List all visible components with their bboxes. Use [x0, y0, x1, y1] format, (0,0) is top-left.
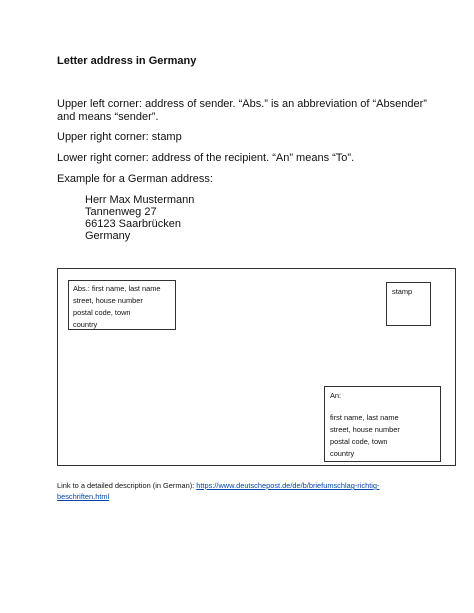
example-address-line: 66123 Saarbrücken	[85, 218, 182, 230]
example-intro: Example for a German address:	[57, 173, 213, 185]
recipient-address-box	[324, 386, 441, 462]
link-description	[57, 480, 427, 502]
example-address	[85, 194, 194, 242]
recipient-line: street, house number	[330, 425, 400, 434]
page-title: Letter address in Germany	[57, 55, 197, 67]
deutschepost-link[interactable]: https://www.deutschepost.de/de/b/briefumschlag-richtig-beschriften.html	[57, 481, 380, 501]
example-address-line: Herr Max Mustermann	[85, 194, 195, 206]
sender-line: country	[73, 320, 98, 329]
sender-line: Abs.: first name, last name	[73, 284, 161, 293]
example-address-line: Germany	[85, 230, 131, 242]
sender-address-box	[68, 280, 176, 330]
sender-line: street, house number	[73, 296, 143, 305]
recipient-line: first name, last name	[330, 413, 399, 422]
recipient-prefix: An:	[330, 391, 342, 400]
stamp-box	[386, 282, 431, 326]
upper-left-explanation: Upper left corner: address of sender. “Abs.” is an abbreviation of “Absender” and means “sender”.	[57, 98, 427, 123]
recipient-line: postal code, town	[330, 437, 388, 446]
link-prefix: Link to a detailed description (in German):	[57, 481, 197, 490]
recipient-line: country	[330, 449, 355, 458]
lower-right-explanation: Lower right corner: address of the recipient. “An” means “To”.	[57, 152, 355, 164]
sender-line: postal code, town	[73, 308, 131, 317]
spacer	[330, 402, 435, 412]
example-address-line: Tannenweg 27	[85, 206, 157, 218]
upper-right-explanation: Upper right corner: stamp	[57, 131, 182, 143]
stamp-label: stamp	[392, 287, 413, 296]
